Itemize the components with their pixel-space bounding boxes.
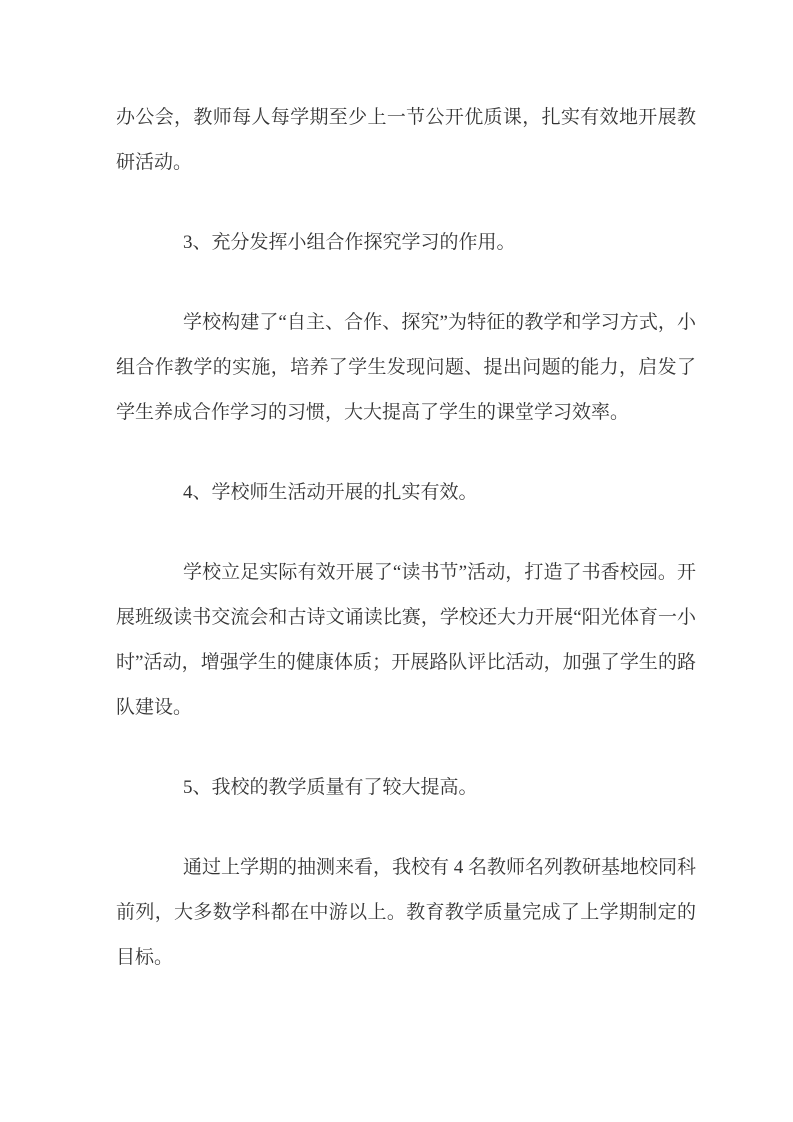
paragraph-heading-item-5: 5、我校的教学质量有了较大提高。: [183, 777, 478, 798]
paragraph-body-item-3: 学校构建了“自主、合作、探究”为特征的教学和学习方式，小组合作教学的实施，培养了学生发现问题、提出问题的能力，启发了学生养成合作学习的习惯，大大提高了学生的课堂学习效率。: [116, 312, 696, 423]
paragraph-heading-item-4: 4、学校师生活动开展的扎实有效。: [183, 482, 478, 503]
paragraph-heading-item-3: 3、充分发挥小组合作探究学习的作用。: [183, 232, 516, 253]
paragraph-continuation: 办公会，教师每人每学期至少上一节公开优质课，扎实有效地开展教研活动。: [116, 107, 696, 173]
paragraph-body-item-5: 通过上学期的抽测来看，我校有 4 名教师名列教研基地校同科前列，大多数学科都在中游以上。教育教学质量完成了上学期制定的目标。: [116, 857, 697, 968]
paragraph-body-item-4: 学校立足实际有效开展了“读书节”活动，打造了书香校园。开展班级读书交流会和古诗文诵读比赛，学校还大力开展“阳光体育一小时”活动，增强学生的健康体质；开展路队评比活动，加强了学生的路队建设。: [116, 562, 696, 718]
